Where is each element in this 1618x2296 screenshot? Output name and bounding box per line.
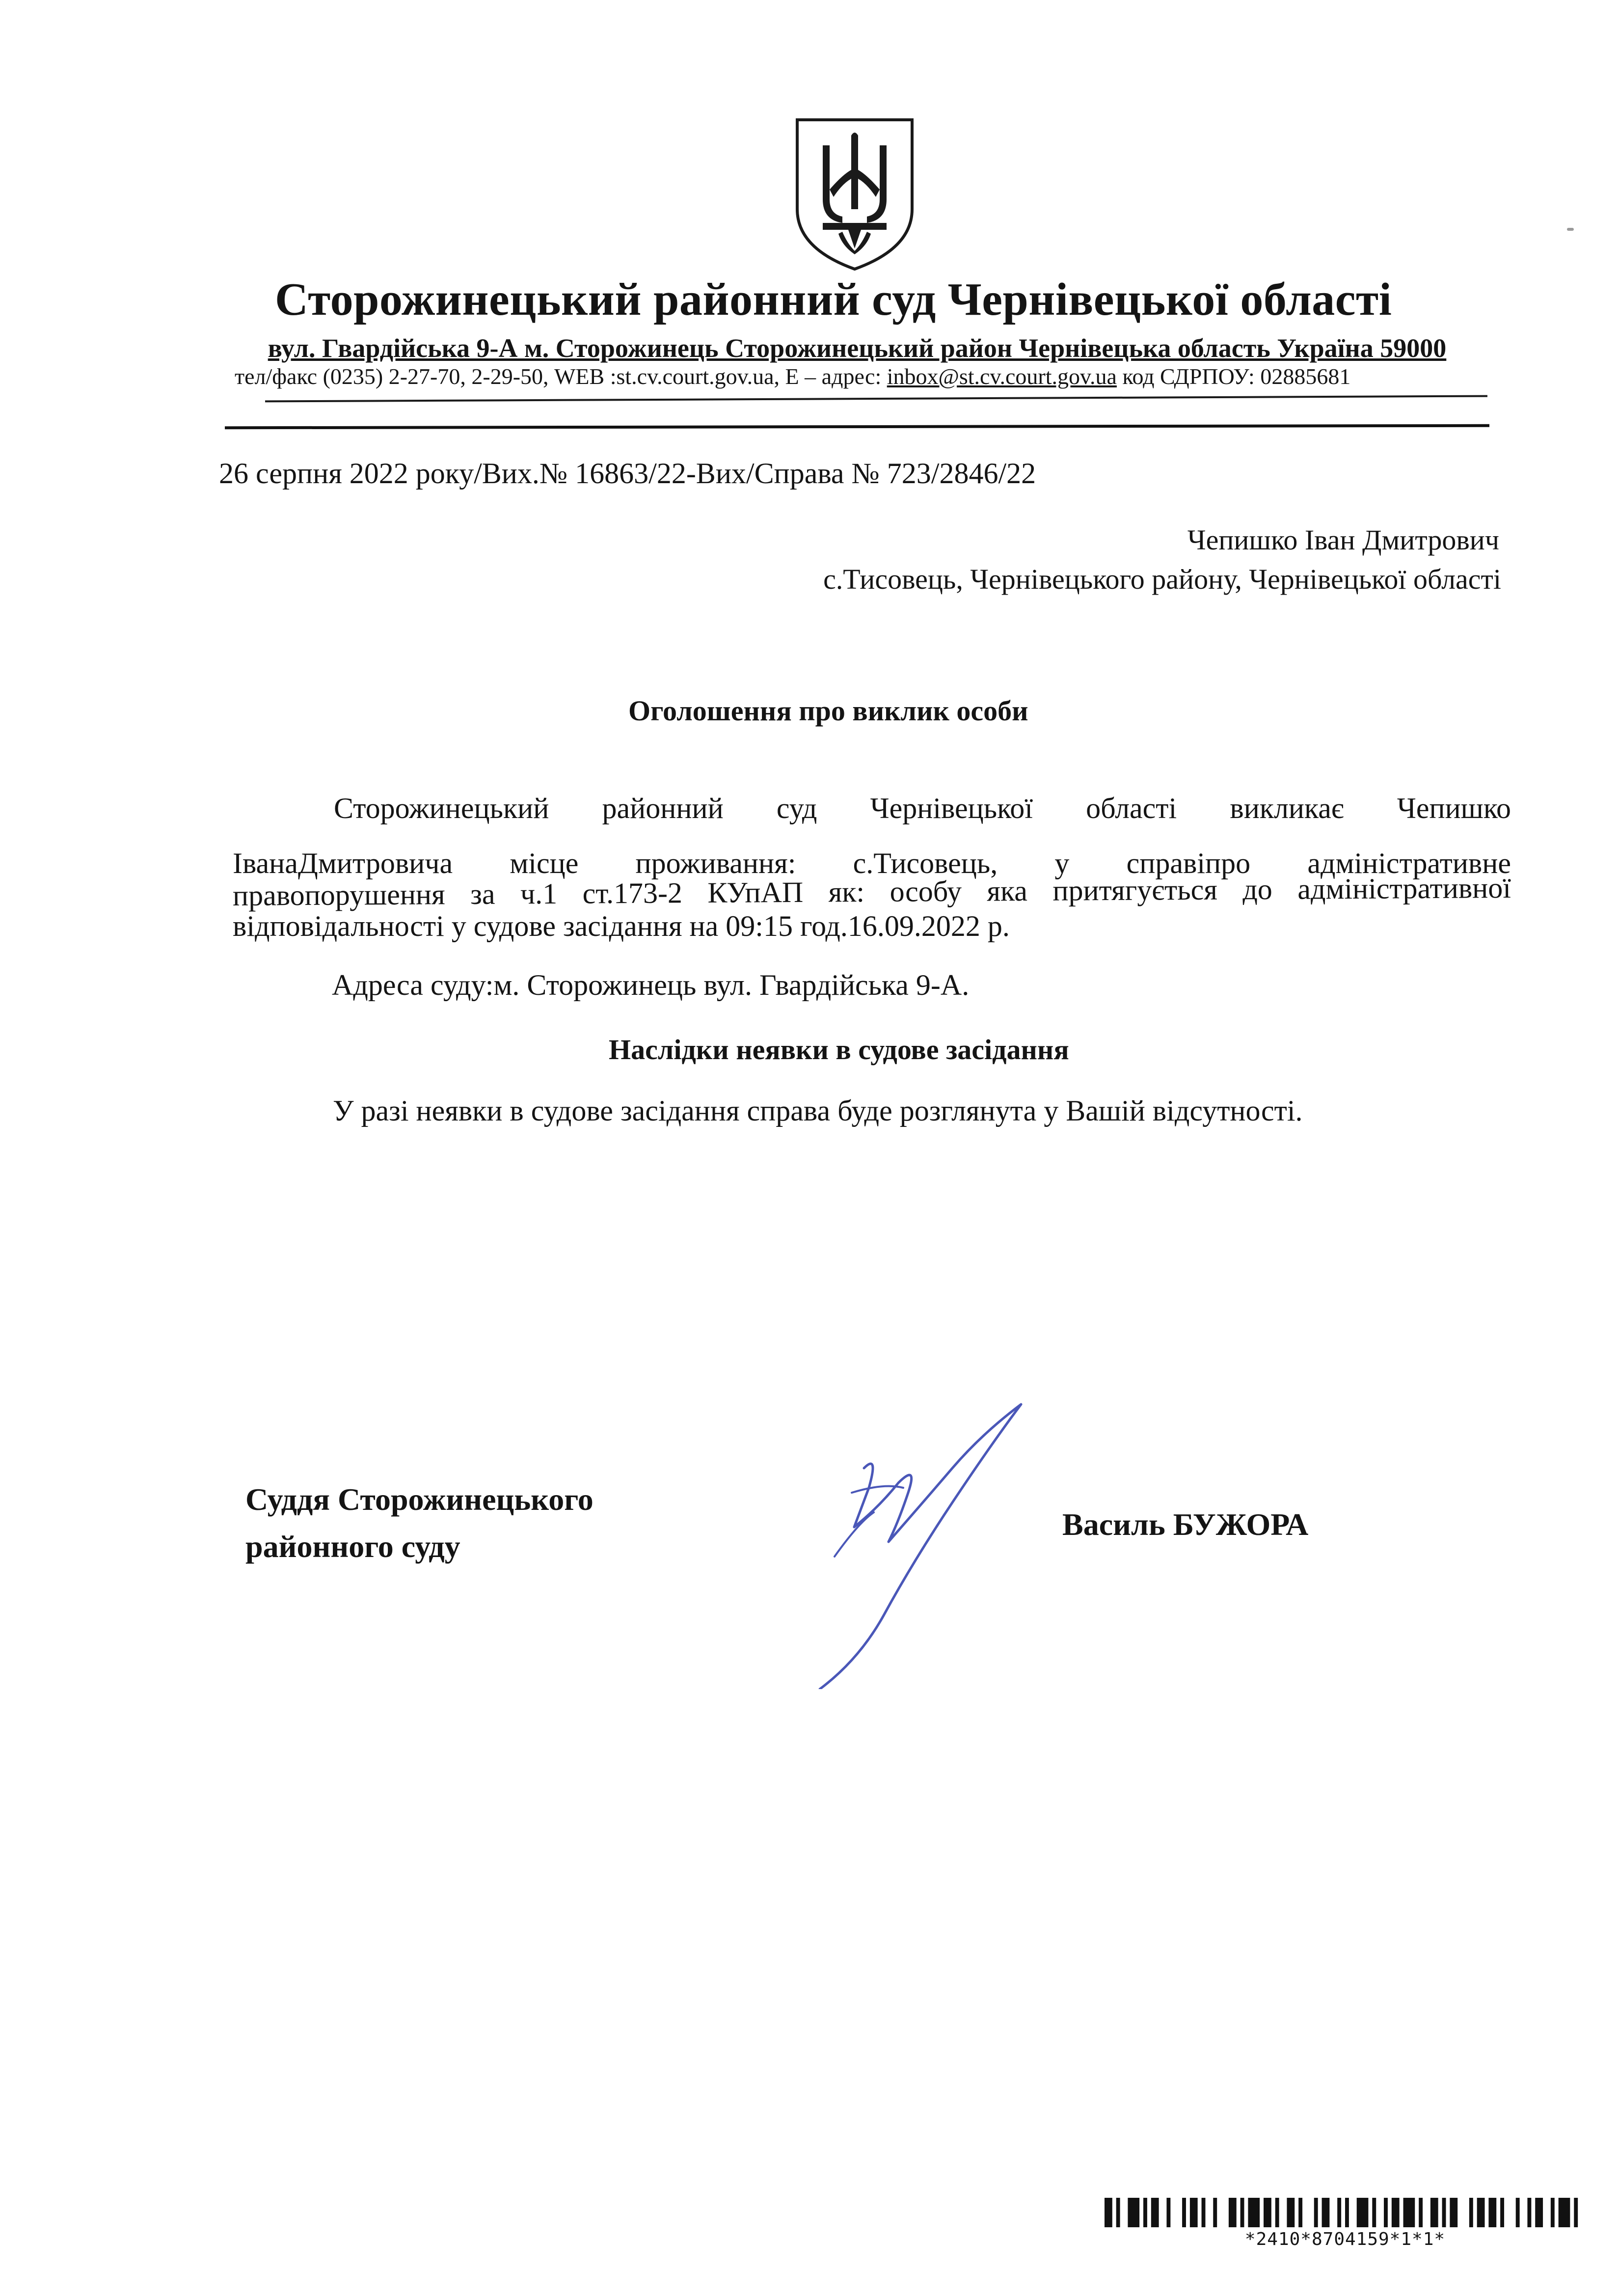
- barcode-bar: [1384, 2198, 1388, 2227]
- announcement-heading: Оголошення про виклик особи: [628, 695, 1028, 727]
- body-line: правопорушення за ч.1 ст.173-2 КУпАП як: особу яка притягується до адміністративної: [232, 872, 1511, 912]
- barcode-bar: [1275, 2198, 1279, 2227]
- barcode-bar: [1298, 2198, 1302, 2227]
- barcode-bar: [1202, 2198, 1206, 2227]
- barcode-bar: [1337, 2198, 1341, 2227]
- barcode-bar: [1105, 2198, 1112, 2227]
- barcode-bar: [1248, 2198, 1260, 2227]
- barcode-bar: [1488, 2198, 1496, 2227]
- body-line: Сторожинецький районний суд Чернівецької області викликає Чепишко: [334, 792, 1511, 824]
- barcode-bar: [1128, 2198, 1139, 2227]
- barcode-bar: [1345, 2198, 1349, 2227]
- barcode-bar: [1166, 2198, 1170, 2227]
- consequences-text: У разі неявки в судове засідання справа буде розглянута у Вашій відсутності.: [333, 1094, 1303, 1127]
- barcode-bar: [1357, 2198, 1369, 2227]
- barcode-bar: [1574, 2198, 1578, 2227]
- contacts-prefix: тел/факс (0235) 2-27-70, 2-29-50, WEB :st.cv.court.gov.ua, E – адрес:: [235, 364, 887, 389]
- judge-name: Василь БУЖОРА: [1062, 1507, 1309, 1542]
- barcode-bar: [1213, 2198, 1217, 2227]
- barcode-bar: [1143, 2198, 1147, 2227]
- barcode-text: *2410*8704159*1*1*: [1244, 2229, 1446, 2249]
- addressee-address: с.Тисовець, Чернівецького району, Чернівецької області: [823, 563, 1501, 595]
- contacts-suffix: код СДРПОУ: 02885681: [1116, 364, 1351, 389]
- barcode-bar: [1190, 2198, 1198, 2227]
- scan-speck: [1567, 228, 1574, 231]
- barcode-bar: [1500, 2198, 1504, 2227]
- barcode-bar: [1559, 2198, 1570, 2227]
- barcode-bar: [1116, 2198, 1120, 2227]
- judge-title-line: Суддя Сторожинецького: [245, 1482, 593, 1517]
- barcode-bar: [1229, 2198, 1237, 2227]
- barcode-bar: [1314, 2198, 1318, 2227]
- barcode-bar: [1419, 2198, 1423, 2227]
- outgoing-reference: 26 серпня 2022 року/Вих.№ 16863/22-Вих/Справа № 723/2846/22: [219, 457, 1036, 490]
- barcode-bar: [1551, 2198, 1555, 2227]
- court-contacts: [235, 363, 1491, 389]
- consequences-heading: Наслідки неявки в судове засідання: [609, 1034, 1069, 1066]
- handwritten-signature: [805, 1394, 1036, 1689]
- barcode-bar: [1372, 2198, 1376, 2227]
- barcode-bar: [1182, 2198, 1186, 2227]
- barcode-bar: [1240, 2198, 1244, 2227]
- barcode-bar: [1264, 2198, 1271, 2227]
- barcode-bar: [1151, 2198, 1159, 2227]
- barcode-bar: [1442, 2198, 1446, 2227]
- barcode-bar: [1535, 2198, 1543, 2227]
- barcode-bar: [1403, 2198, 1415, 2227]
- body-line: ІванаДмитровича місце проживання: с.Тисовець, у справіпро адміністративне: [233, 847, 1511, 879]
- barcode-bar: [1469, 2198, 1473, 2227]
- judge-title-line: районного суду: [245, 1529, 460, 1564]
- addressee-name: Чепишко Іван Дмитрович: [1187, 524, 1499, 556]
- barcode-bar: [1450, 2198, 1457, 2227]
- header-divider-thin: [265, 395, 1487, 403]
- court-address: вул. Гвардійська 9-А м. Сторожинець Сторожинецький район Чернівецька область Україна 59000: [268, 333, 1447, 363]
- barcode-bar: [1392, 2198, 1400, 2227]
- barcode-bar: [1287, 2198, 1294, 2227]
- barcode-bar: [1516, 2198, 1520, 2227]
- barcode-bar: [1322, 2198, 1330, 2227]
- header-divider-thick: [225, 424, 1489, 429]
- barcode-bar: [1527, 2198, 1531, 2227]
- court-email: inbox@st.cv.court.gov.ua: [887, 364, 1117, 389]
- barcode-bar: [1430, 2198, 1438, 2227]
- barcode-bar: [1477, 2198, 1485, 2227]
- judge-title: [245, 1476, 593, 1570]
- barcode: [1105, 2198, 1586, 2227]
- court-address-line: Адреса суду:м. Сторожинець вул. Гвардійська 9-А.: [332, 969, 970, 1001]
- coat-of-arms-icon: [793, 116, 916, 273]
- body-line-last: відповідальності у судове засідання на 09:15 год.16.09.2022 р.: [233, 910, 1010, 942]
- court-name: Сторожинецький районний суд Чернівецької області: [275, 274, 1392, 325]
